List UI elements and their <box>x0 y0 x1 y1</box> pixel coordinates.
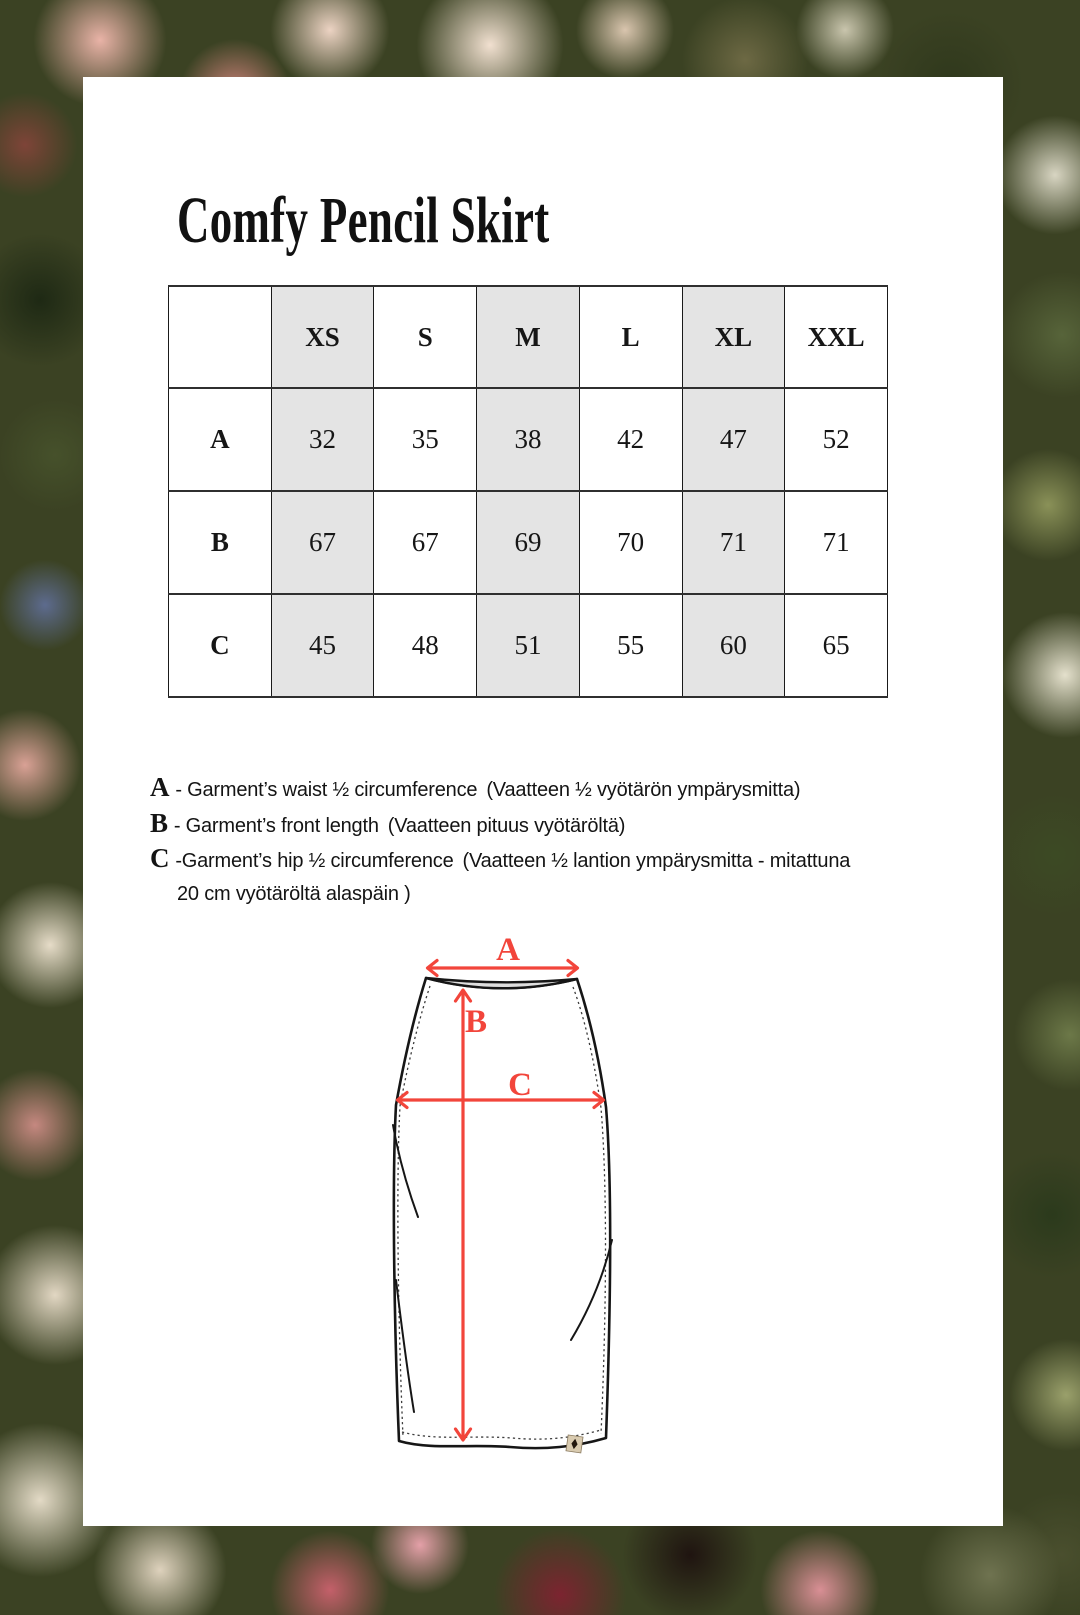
cell-a-s: 35 <box>374 388 477 491</box>
cell-a-xl: 47 <box>682 388 785 491</box>
legend-letter-b: B <box>150 807 168 838</box>
table-row-b <box>169 491 888 594</box>
column-header-xs: XS <box>271 286 374 388</box>
corner-cell <box>169 286 272 388</box>
column-header-xl: XL <box>682 286 785 388</box>
skirt-outline <box>394 978 610 1448</box>
size-table-header-row <box>169 286 888 388</box>
legend-note-c: (Vaatteen ½ lantion ympärysmitta - mitattuna <box>462 850 851 872</box>
cell-a-m: 38 <box>477 388 580 491</box>
legend-letter-c: C <box>150 843 170 873</box>
legend-line-b <box>150 807 950 843</box>
measurement-legend <box>150 771 950 910</box>
legend-continuation: 20 cm vyötäröltä alaspäin ) <box>177 882 411 905</box>
legend-line-a <box>150 771 950 807</box>
measure-label-c: C <box>508 1067 532 1103</box>
care-tag <box>566 1435 583 1453</box>
cell-c-l: 55 <box>579 594 682 697</box>
cell-a-xxl: 52 <box>785 388 888 491</box>
column-header-l: L <box>579 286 682 388</box>
legend-note-a: (Vaatteen ½ vyötärön ympärysmitta) <box>486 779 801 801</box>
cell-c-xl: 60 <box>682 594 785 697</box>
cell-c-xs: 45 <box>271 594 374 697</box>
cell-a-l: 42 <box>579 388 682 491</box>
legend-line-c <box>150 842 950 878</box>
cell-a-xs: 32 <box>271 388 374 491</box>
cell-c-xxl: 65 <box>785 594 888 697</box>
size-table <box>168 285 888 698</box>
size-guide-card <box>83 77 1003 1526</box>
measure-label-a: A <box>496 932 520 968</box>
column-header-m: M <box>477 286 580 388</box>
legend-note-b: (Vaatteen pituus vyötäröltä) <box>387 814 626 837</box>
cell-c-m: 51 <box>477 594 580 697</box>
cell-b-s: 67 <box>374 491 477 594</box>
skirt-diagram <box>370 905 630 1465</box>
page-title: Comfy Pencil Skirt <box>177 184 550 258</box>
cell-b-xl: 71 <box>682 491 785 594</box>
cell-b-xxl: 71 <box>785 491 888 594</box>
measure-label-b: B <box>464 1004 488 1040</box>
legend-text-c: -Garment’s hip ½ circumference <box>175 850 454 872</box>
table-row-a <box>169 388 888 491</box>
cell-b-xs: 67 <box>271 491 374 594</box>
column-header-xxl: XXL <box>785 286 888 388</box>
cell-c-s: 48 <box>374 594 477 697</box>
legend-text-a: - Garment’s waist ½ circumference <box>175 779 478 801</box>
column-header-s: S <box>374 286 477 388</box>
row-label-b: B <box>169 491 272 594</box>
legend-text-b: - Garment’s front length <box>173 814 379 837</box>
cell-b-m: 69 <box>477 491 580 594</box>
row-label-c: C <box>169 594 272 697</box>
cell-b-l: 70 <box>579 491 682 594</box>
row-label-a: A <box>169 388 272 491</box>
table-row-c <box>169 594 888 697</box>
legend-letter-a: A <box>150 772 170 802</box>
